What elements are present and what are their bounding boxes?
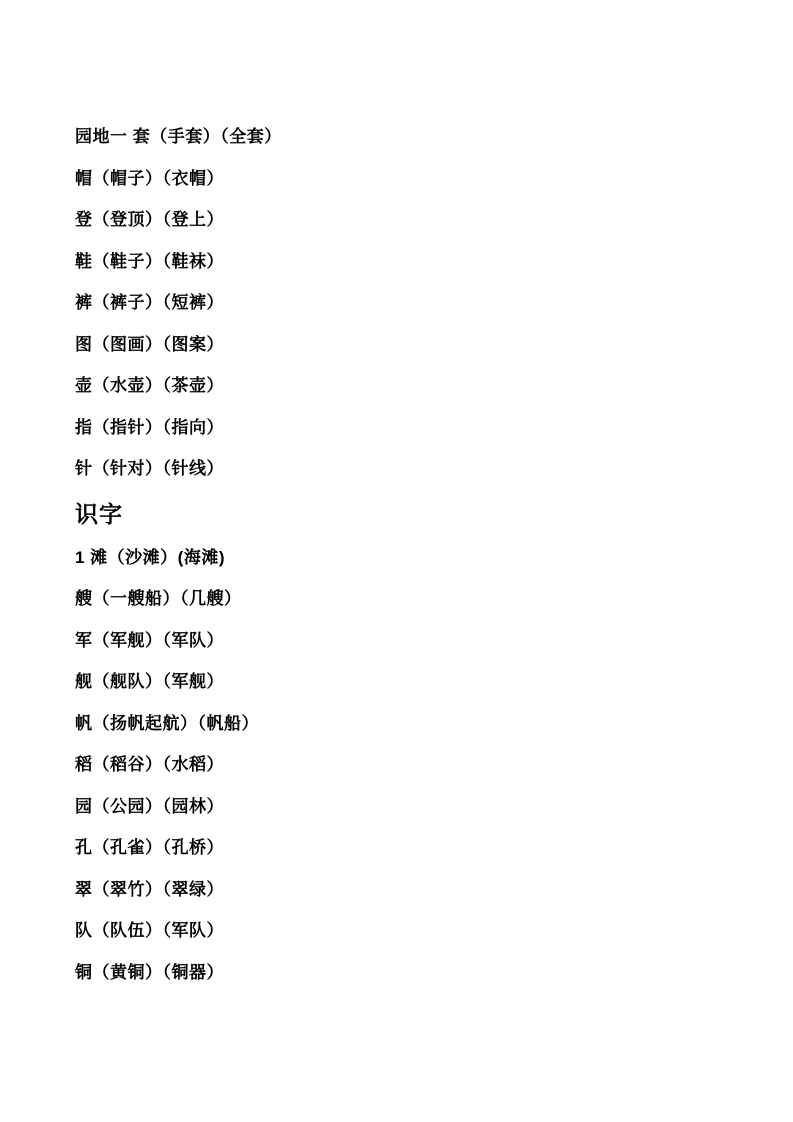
word-entry: 针（针对）（针线）	[75, 459, 224, 478]
word-entry: 孔（孔雀）（孔桥）	[75, 838, 224, 857]
section-heading: 识字	[75, 500, 123, 527]
word-entry: 指（指针）（指向）	[75, 417, 224, 437]
word-entry: 舰（舰队）（军舰）	[75, 672, 224, 691]
word-entry: 艘（一艘船）（几艘）	[75, 589, 242, 608]
word-entry: 裤（裤子）（短裤）	[75, 293, 224, 312]
word-entry: 翠（翠竹）（翠绿）	[75, 879, 224, 899]
word-entry: 铜（黄铜）（铜器）	[75, 962, 224, 982]
word-entry: 鞋（鞋子）（鞋袜）	[75, 251, 224, 271]
word-entry: 稻（稻谷）（水稻）	[75, 755, 224, 774]
word-entry: 帆（扬帆起航）（帆船）	[75, 713, 259, 733]
word-entry: 军（军舰）（军队）	[75, 630, 224, 650]
document-content	[75, 128, 753, 1005]
word-entry: 帽（帽子）（衣帽）	[75, 168, 224, 188]
word-entry: 图（图画）（图案）	[75, 334, 224, 354]
word-entry: 1 滩（沙滩）(海滩)	[75, 547, 225, 567]
word-entry: 园地一 套（手套）（全套）	[75, 127, 282, 146]
word-entry: 队（队伍）（军队）	[75, 921, 224, 940]
word-entry: 园（公园）（园林）	[75, 796, 224, 816]
word-entry: 登（登顶）（登上）	[75, 210, 224, 229]
word-entry: 壶（水壶）（茶壶）	[75, 376, 224, 395]
